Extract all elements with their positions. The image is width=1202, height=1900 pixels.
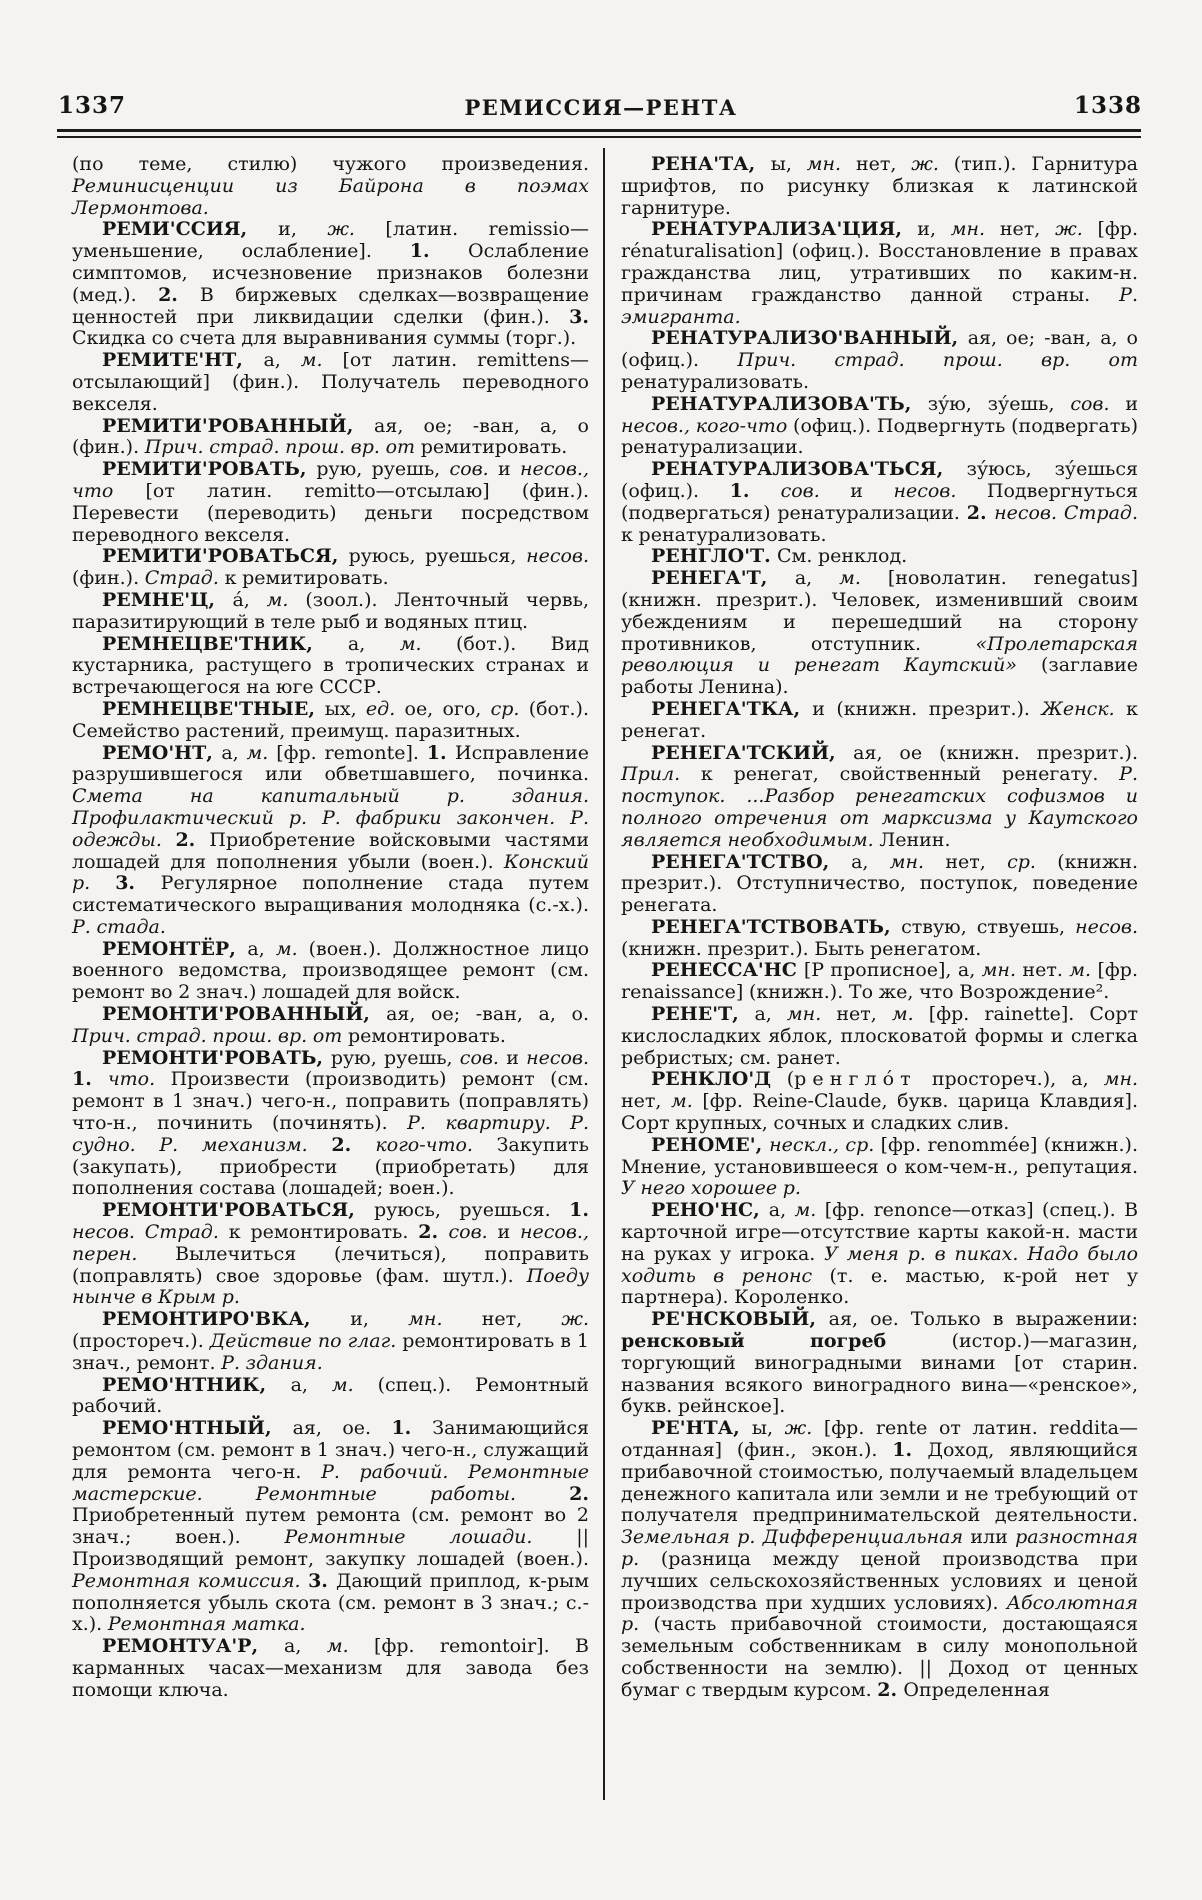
text-run: Женск. xyxy=(1041,697,1127,720)
text-run: что. xyxy=(107,1068,171,1091)
text-run: и xyxy=(1125,392,1138,415)
dictionary-entry xyxy=(72,590,589,634)
text-run: 2. xyxy=(569,1482,589,1505)
text-run: ж. xyxy=(561,1308,589,1331)
text-run: (простореч.). xyxy=(72,1330,210,1353)
text-run: [фр. renonce—отказ] (спец.). В карточной игре—отсутствие карты какой-н. масти на руках у игрока. xyxy=(621,1199,1139,1265)
text-run: м. xyxy=(794,1199,825,1222)
dictionary-entry xyxy=(72,1418,589,1636)
headword: РЕНЕГА'ТСТВО, xyxy=(651,850,852,873)
text-run: а, xyxy=(347,632,400,655)
text-run: 1. xyxy=(569,1199,589,1222)
text-run: ремонтировать. xyxy=(347,1024,506,1047)
text-run: к ренатурализовать. xyxy=(621,523,827,546)
text-run: (т. е. мастью, к-рой нет у партнера). Короленко. xyxy=(621,1264,1138,1309)
text-run: Ослабление симптомов, исчезновение признаков болезни (мед.). xyxy=(72,240,589,306)
text-run: мн. xyxy=(950,218,1000,241)
text-run: Прич. страд. прош. вр. от xyxy=(144,436,421,459)
text-run: [фр. rainette]. Сорт кислосладких яблок, плосковатой формы и слегка ребристых; см. ранет. xyxy=(621,1003,1139,1069)
text-run: (книжн. презрит.). Быть ренегатом. xyxy=(621,937,982,960)
text-run: рую, руешь, xyxy=(330,1046,460,1069)
headword: РЕМИТЕ'НТ, xyxy=(102,349,264,372)
text-run: Действие по глаг. xyxy=(209,1330,403,1353)
text-run: ремонтировать в 1 знач., ремонт. xyxy=(72,1330,589,1374)
text-run: нет, xyxy=(481,1308,562,1331)
text-run: У меня р. в пиках. Надо было ходить в ренонс xyxy=(621,1242,1139,1287)
dictionary-entry xyxy=(72,546,589,590)
headword: РЕ'НТА, xyxy=(651,1417,752,1440)
text-run: [фр. renaissance] (книжн.). То же, что Возрождение². xyxy=(621,959,1139,1004)
text-run: ы, xyxy=(770,153,807,175)
text-run: нескл., ср. xyxy=(769,1133,881,1156)
text-run: ая, ое; -ван, а, о. xyxy=(386,1003,589,1026)
dictionary-entry xyxy=(72,1048,589,1201)
text-run: а, xyxy=(221,741,247,764)
dictionary-entry xyxy=(621,1004,1138,1069)
dictionary-entry xyxy=(621,219,1138,328)
text-run: 3. xyxy=(115,872,161,895)
headword: РЕНОМЕ', xyxy=(651,1133,770,1156)
text-run: Произвести (производить) ремонт (см. ремонт в 1 знач.) чего-н., поправить (поправлять) что-н., починить (починять). xyxy=(72,1068,589,1135)
headword: РЕНО'НС, xyxy=(651,1199,769,1222)
text-run: Приобретенный путем ремонта (см. ремонт во 2 знач.; воен.). xyxy=(72,1504,589,1549)
text-run: 3. xyxy=(308,1569,336,1592)
text-run: несов., перен. xyxy=(72,1221,590,1265)
headword: РЕНЕГА'ТКА, xyxy=(651,697,813,720)
text-run: сов. xyxy=(459,1046,507,1069)
text-run: рую, руешь, xyxy=(316,458,450,481)
headword: РЕМНЕЦВЕ'ТНИК, xyxy=(102,632,348,655)
headword: РЕМОНТИРО'ВКА, xyxy=(102,1308,351,1331)
dictionary-entry xyxy=(621,960,1138,1004)
dictionary-entry xyxy=(72,939,589,1004)
headword: РЕНАТУРАЛИЗО'ВАННЫЙ, xyxy=(651,327,968,350)
headword: РЕНЕГА'Т, xyxy=(651,567,795,590)
text-run: несов. Страд. xyxy=(994,501,1138,524)
text-run: Занимающийся ремонтом (см. ремонт в 1 знач.) чего-н., служащий для ремонта чего-н. xyxy=(72,1417,589,1483)
text-run: (тип.). Гарнитура шрифтов, по рисунку близкая к латинской гарнитуре. xyxy=(621,153,1138,219)
column-right xyxy=(621,154,1138,1702)
text-run: || Производящий ремонт, закупку лошадей (воен.). xyxy=(72,1526,589,1570)
text-run: Закупить (закупать), приобрести (приобретать) для пополнения состава (лошадей; воен.). xyxy=(72,1133,589,1200)
headword: РЕНАТУРАЛИЗОВА'ТЬСЯ, xyxy=(651,458,967,481)
text-run: несов. xyxy=(526,1046,589,1069)
text-run: сов. xyxy=(448,1221,498,1244)
text-run: м. xyxy=(300,349,343,372)
text-run: а, xyxy=(768,1199,795,1222)
text-run: ствую, ствуешь, xyxy=(901,915,1076,938)
headword: РЕНА'ТА, xyxy=(651,153,771,175)
text-run: м. xyxy=(266,588,306,611)
headword: РЕНЕССА'НС xyxy=(651,959,804,982)
dictionary-entry xyxy=(621,1200,1138,1309)
text-run: Реминисценции из Байрона в поэмах Лермонтова. xyxy=(72,174,589,219)
page-number-right: 1338 xyxy=(1073,92,1142,119)
headword: РЕМОНТИ'РОВАННЫЙ, xyxy=(102,1003,387,1026)
text-run: м. xyxy=(399,632,456,655)
text-run: Вылечиться (лечиться), поправить (поправлять) свое здоровье (фам. шутл.). xyxy=(72,1242,589,1287)
text-run: Исправление разрушившегося или обветшавшего, починка. xyxy=(72,741,589,786)
text-run: ая, ое (книжн. презрит.). xyxy=(853,741,1138,764)
text-run: а, xyxy=(263,349,301,372)
dictionary-entry xyxy=(621,459,1138,546)
text-run: несов., что xyxy=(72,458,590,502)
text-run: [фр. Reine-Claude, букв. царица Клавдия]. Сорт крупных, сочных и сладких слив. xyxy=(621,1090,1139,1135)
text-run: м. xyxy=(839,567,888,590)
text-run: и (книжн. презрит.). xyxy=(812,697,1042,720)
text-run: м. xyxy=(891,1003,929,1026)
text-run: нет, xyxy=(999,218,1056,241)
headword: РЕМНЕЦВЕ'ТНЫЕ, xyxy=(102,697,325,720)
dictionary-entry xyxy=(72,1309,589,1374)
text-run: Подвергнуться (подвергаться) ренатурализации. xyxy=(621,479,1139,524)
text-run: к ренегат. xyxy=(621,697,1139,742)
text-run: Определенная xyxy=(903,1678,1050,1701)
text-run: См. ренклод. xyxy=(777,545,908,568)
dictionary-entry xyxy=(621,1135,1138,1200)
dictionary-entry xyxy=(621,546,1138,568)
text-run: Регулярное пополнение стада путем систематического выращивания молодняка (с.-х.). xyxy=(72,872,589,917)
text-run: к ренегат, свойственный ренегату. xyxy=(700,763,1120,786)
text-run: Р. поступок. ...Разбор ренегатских софизмов и полного отречения от марксизма у Каутского является необходимым. xyxy=(621,763,1138,851)
text-run: ренсковый погреб xyxy=(621,1330,952,1353)
text-run: 1. xyxy=(892,1439,928,1462)
text-run: м. xyxy=(275,937,309,960)
text-run: а, xyxy=(290,1373,332,1396)
text-run: 2. xyxy=(418,1221,449,1244)
text-run: (заглавие работы Ленина). xyxy=(621,654,1138,699)
text-run: Поеду нынче в Крым р. xyxy=(72,1264,589,1309)
dictionary-entry xyxy=(621,917,1138,961)
text-run: м. xyxy=(326,1635,375,1658)
text-run: [фр. rente от латин. reddita—отданная] (фин., экон.). xyxy=(621,1417,1138,1462)
text-run: и, xyxy=(350,1308,409,1331)
text-run: У него хорошее р. xyxy=(621,1177,801,1200)
text-run: [фр. remonte]. xyxy=(276,741,427,764)
headword: РЕ'НСКОВЫЙ, xyxy=(651,1308,829,1331)
text-run: 2. xyxy=(175,828,210,851)
text-run: несов., кого-что xyxy=(621,414,794,437)
text-run: 1. xyxy=(72,1068,108,1091)
headword: РЕМИ'ССИЯ, xyxy=(102,218,279,241)
page-number-left: 1337 xyxy=(58,92,127,119)
text-run: В биржевых сделках—возвращение ценностей при ликвидации сделки (фин.). xyxy=(72,283,589,328)
text-run: [фр. renommée] (книжн.). Мнение, установившееся о ком-чем-н., репутация. xyxy=(621,1133,1138,1178)
text-run: ср. xyxy=(490,697,529,720)
text-run: [латин. remissio—уменьшение, ослабление]. xyxy=(72,218,589,263)
text-run: Конский р. xyxy=(72,850,589,895)
headword: РЕМО'НТНЫЙ, xyxy=(102,1417,293,1440)
text-run: а, xyxy=(247,937,276,960)
text-run: и, xyxy=(917,218,951,241)
text-run: Р. здания. xyxy=(221,1351,323,1374)
text-run: Доход, являющийся прибавочной стоимостью, получаемый владельцем денежного капитала или земли и не требующий от получателя предпринимательской деятельности. xyxy=(621,1439,1139,1527)
dictionary-entry xyxy=(621,852,1138,917)
headword: РЕМОНТУА'Р, xyxy=(102,1635,285,1658)
dictionary-entry xyxy=(621,394,1138,459)
text-run: м. xyxy=(1069,959,1098,982)
text-run: простореч.), а, xyxy=(916,1068,1104,1091)
header-rule xyxy=(57,129,1141,138)
running-head: РЕМИССИЯ—РЕНТА xyxy=(464,95,738,120)
text-run: 1. xyxy=(391,1417,433,1440)
text-run: ых, xyxy=(324,697,366,720)
text-run: руюсь, руешься, xyxy=(348,545,527,568)
text-run: 2. xyxy=(331,1133,376,1156)
dictionary-entry xyxy=(72,154,589,219)
text-run: [Р прописное], а, xyxy=(803,959,982,982)
text-run: (истор.)—магазин, торгующий виноградными винами [от старин. названия всякого виноградного вина—«ренское», букв. рейнское]. xyxy=(621,1330,1138,1418)
text-run: Смета на капитальный р. здания. Профилактический р. Р. фабрики закончен. Р. одежды. xyxy=(72,785,589,851)
text-run: а, xyxy=(754,1003,787,1026)
headword: РЕМОНТИ'РОВАТЬСЯ, xyxy=(102,1199,374,1222)
text-run: и xyxy=(506,1046,527,1069)
text-run: нет. xyxy=(1022,959,1070,982)
text-run: [фр. remontoir]. В карманных часах—механизм для завода без помощи ключа. xyxy=(72,1635,589,1701)
dictionary-entry xyxy=(72,219,589,350)
text-run: ая, ое; -ван, а, о (фин.). xyxy=(72,414,589,459)
text-run: разностная р. xyxy=(621,1526,1138,1570)
text-run: или xyxy=(970,1526,1016,1549)
text-run: к ремонтировать. xyxy=(228,1221,419,1244)
text-run: Р. квартиру. Р. судно. Р. механизм. xyxy=(72,1112,589,1156)
text-run: а́, xyxy=(232,588,267,611)
text-run: нет, xyxy=(945,850,1008,873)
text-run: ая, ое; -ван, а, о (офиц.). xyxy=(621,327,1138,372)
text-run: (фин.). xyxy=(72,567,145,590)
dictionary-entry xyxy=(72,634,589,699)
headword: РЕМНЕ'Ц, xyxy=(102,588,233,611)
headword: РЕНАТУРАЛИЗА'ЦИЯ, xyxy=(651,218,918,241)
text-run: Прич. страд. прош. вр. от xyxy=(72,1024,348,1047)
text-run: и xyxy=(850,479,894,502)
dictionary-entry xyxy=(621,1069,1138,1134)
text-run: (книжн. презрит.). Отступничество, поступок, поведение ренегата. xyxy=(621,850,1138,917)
text-run: а, xyxy=(284,1635,327,1658)
text-run: м. xyxy=(246,741,277,764)
headword: РЕНАТУРАЛИЗОВА'ТЬ, xyxy=(651,392,928,415)
text-run: Приобретение войсковыми частями лошадей для пополнения убыли (воен.). xyxy=(72,828,589,873)
dictionary-entry xyxy=(72,699,589,743)
text-run: 2. xyxy=(158,283,200,306)
text-run: (по теме, стилю) чужого произведения. xyxy=(72,153,589,175)
text-run: Р. стада. xyxy=(72,915,166,938)
text-run: ренгло́т xyxy=(794,1068,917,1091)
text-run: 1. xyxy=(729,479,781,502)
headword: РЕНЕГА'ТСТВОВАТЬ, xyxy=(651,915,902,938)
text-run: (бот.). Семейство растений, преимущ. паразитных. xyxy=(72,697,589,742)
text-run: мн. xyxy=(889,850,946,873)
text-run: мн. xyxy=(1103,1068,1138,1091)
text-run: нет, xyxy=(855,153,912,175)
text-run: м. xyxy=(671,1090,703,1113)
text-run: несов. Страд. xyxy=(72,1221,229,1244)
text-run: (спец.). Ремонтный рабочий. xyxy=(72,1373,590,1418)
text-run: ремитировать. xyxy=(420,436,568,459)
column-left xyxy=(72,154,589,1702)
text-run: (бот.). Вид кустарника, растущего в тропических странах и встречающегося на юге СССР. xyxy=(72,632,590,699)
text-run: Прич. страд. прош. вр. от xyxy=(737,349,1138,372)
dictionary-entry xyxy=(621,699,1138,743)
text-run: ср. xyxy=(1007,850,1058,873)
text-run: нет, xyxy=(621,1090,672,1113)
text-run: сов. xyxy=(780,479,851,502)
text-run: ая, ое. Только в выражении: xyxy=(828,1308,1138,1331)
text-run: кого-что. xyxy=(375,1133,497,1156)
dictionary-entry xyxy=(72,743,589,939)
text-run: м. xyxy=(331,1373,378,1396)
text-run: мн. xyxy=(806,153,856,175)
text-run: несов. xyxy=(893,479,987,502)
text-run: 3. xyxy=(569,305,589,328)
dictionary-entry xyxy=(621,154,1138,219)
text-run: нет, xyxy=(836,1003,892,1026)
text-run: (воен.). Должностное лицо военного ведомства, производящее ремонт (см. ремонт во 2 знач.) лошадей для войск. xyxy=(72,937,590,1004)
text-run: Дающий приплод, к-рым пополняется убыль скота (см. ремонт в 3 знач.; с.-х.). xyxy=(72,1569,589,1636)
text-run: ж. xyxy=(911,153,954,175)
text-run: Скидка со счета для выравнивания суммы (торг.). xyxy=(72,327,577,350)
text-run: (разница между ценой производства при лучших сельскохозяйственных условиях и ценой производства при худших условиях). xyxy=(621,1548,1138,1614)
text-run: несов. xyxy=(1075,915,1138,938)
text-run: зу́юсь, зу́ешься (офиц.). xyxy=(621,458,1138,502)
text-run: Ремонтные лошади. xyxy=(284,1526,577,1549)
text-run: (зоол.). Ленточный червь, паразитирующий в теле рыб и водяных птиц. xyxy=(72,588,589,633)
column-divider xyxy=(603,148,605,1800)
text-run: ы, xyxy=(751,1417,785,1440)
text-run: и xyxy=(498,458,521,481)
text-run: Прил. xyxy=(621,763,701,786)
text-run: 1. xyxy=(409,240,469,263)
text-run: [от латин. remittens—отсылающий] (фин.). Получатель переводного векселя. xyxy=(72,349,589,415)
text-run: Абсолютная р. xyxy=(621,1591,1138,1636)
text-run: а, xyxy=(794,567,840,590)
headword: РЕНЕ'Т, xyxy=(651,1003,755,1026)
text-run: ж. xyxy=(1055,218,1098,241)
headword: РЕМОНТИ'РОВАТЬ, xyxy=(102,1046,331,1069)
text-run: ж. xyxy=(784,1417,824,1440)
dictionary-entry xyxy=(72,1004,589,1048)
text-run: ( xyxy=(786,1068,795,1091)
text-run: ед. xyxy=(365,697,405,720)
text-run: ая, ое. xyxy=(292,1417,392,1440)
dictionary-entry xyxy=(621,328,1138,393)
headword: РЕМИТИ'РОВАТЬ, xyxy=(102,458,317,481)
dictionary-entry xyxy=(621,743,1138,852)
headword: РЕМО'НТ, xyxy=(102,741,222,764)
headword: РЕНГЛО'Т. xyxy=(651,545,777,568)
dictionary-entry xyxy=(72,459,589,546)
dictionary-entry xyxy=(72,416,589,460)
dictionary-entry xyxy=(72,1636,589,1701)
dictionary-entry xyxy=(621,1418,1138,1701)
text-run: 2. xyxy=(877,1678,904,1701)
text-run: (офиц.). Подвергнуть (подвергать) ренатурализации. xyxy=(621,414,1138,459)
text-run: ренатурализовать. xyxy=(621,370,810,393)
text-run: [от латин. remitto—отсылаю] (фин.). Перевести (переводить) деньги посредством переводного векселя. xyxy=(72,479,590,546)
dictionary-entry xyxy=(621,568,1138,699)
text-run: ж. xyxy=(327,218,386,241)
text-run: Ремонтная матка. xyxy=(107,1613,306,1636)
text-run: а, xyxy=(851,850,890,873)
text-run: ое, ого, xyxy=(404,697,491,720)
text-run: Страд. xyxy=(144,567,225,590)
text-run: руюсь, руешься. xyxy=(373,1199,570,1222)
text-run: мн. xyxy=(408,1308,482,1331)
text-run: Земельная р. Дифференциальная xyxy=(621,1526,971,1549)
text-run: сов. xyxy=(1070,392,1126,415)
text-run: сов. xyxy=(449,458,499,481)
text-run: [новолатин. renegatus] (книжн. презрит.). Человек, изменивший своим убеждениям и перешедший на сторону противников, отступник. xyxy=(621,567,1139,655)
text-run: [фр. rénaturalisation] (офиц.). Восстановление в правах гражданства лиц, утративших по каким-н. причинам гражданство данной страны. xyxy=(621,218,1138,306)
headword: РЕНЕГА'ТСКИЙ, xyxy=(651,741,854,764)
text-run: Ленин. xyxy=(879,828,951,851)
text-run: (часть прибавочной стоимости, достающаяся земельным собственникам в силу монопольной собственности на землю). || Доход от ценных бумаг с твердым курсом. xyxy=(621,1613,1138,1701)
dictionary-entry xyxy=(72,1200,589,1309)
dictionary-entry xyxy=(621,1309,1138,1418)
headword: РЕМО'НТНИК, xyxy=(102,1373,291,1396)
text-run: мн. xyxy=(786,1003,837,1026)
text-run: несов. xyxy=(526,545,589,568)
headword: РЕМИТИ'РОВАННЫЙ, xyxy=(102,414,375,437)
text-run: 2. xyxy=(966,501,995,524)
text-run: Р. эмигранта. xyxy=(621,283,1138,328)
headword: РЕМОНТЁР, xyxy=(102,937,248,960)
text-run: к ремитировать. xyxy=(224,567,389,590)
text-run: 1. xyxy=(426,741,456,764)
dictionary-entry xyxy=(72,350,589,415)
text-run: мн. xyxy=(981,959,1023,982)
text-run: и xyxy=(497,1221,521,1244)
text-run: и, xyxy=(278,218,328,241)
text-run: Р. рабочий. Ремонтные мастерские. Ремонтные работы. xyxy=(72,1460,589,1505)
dictionary-entry xyxy=(72,1375,589,1419)
headword: РЕНКЛО'Д xyxy=(651,1068,787,1091)
text-run: «Пролетарская революция и ренегат Каутский» xyxy=(621,632,1138,677)
text-run: зу́ю, зу́ешь, xyxy=(927,392,1071,415)
headword: РЕМИТИ'РОВАТЬСЯ, xyxy=(102,545,349,568)
text-run: Ремонтная комиссия. xyxy=(72,1569,309,1592)
